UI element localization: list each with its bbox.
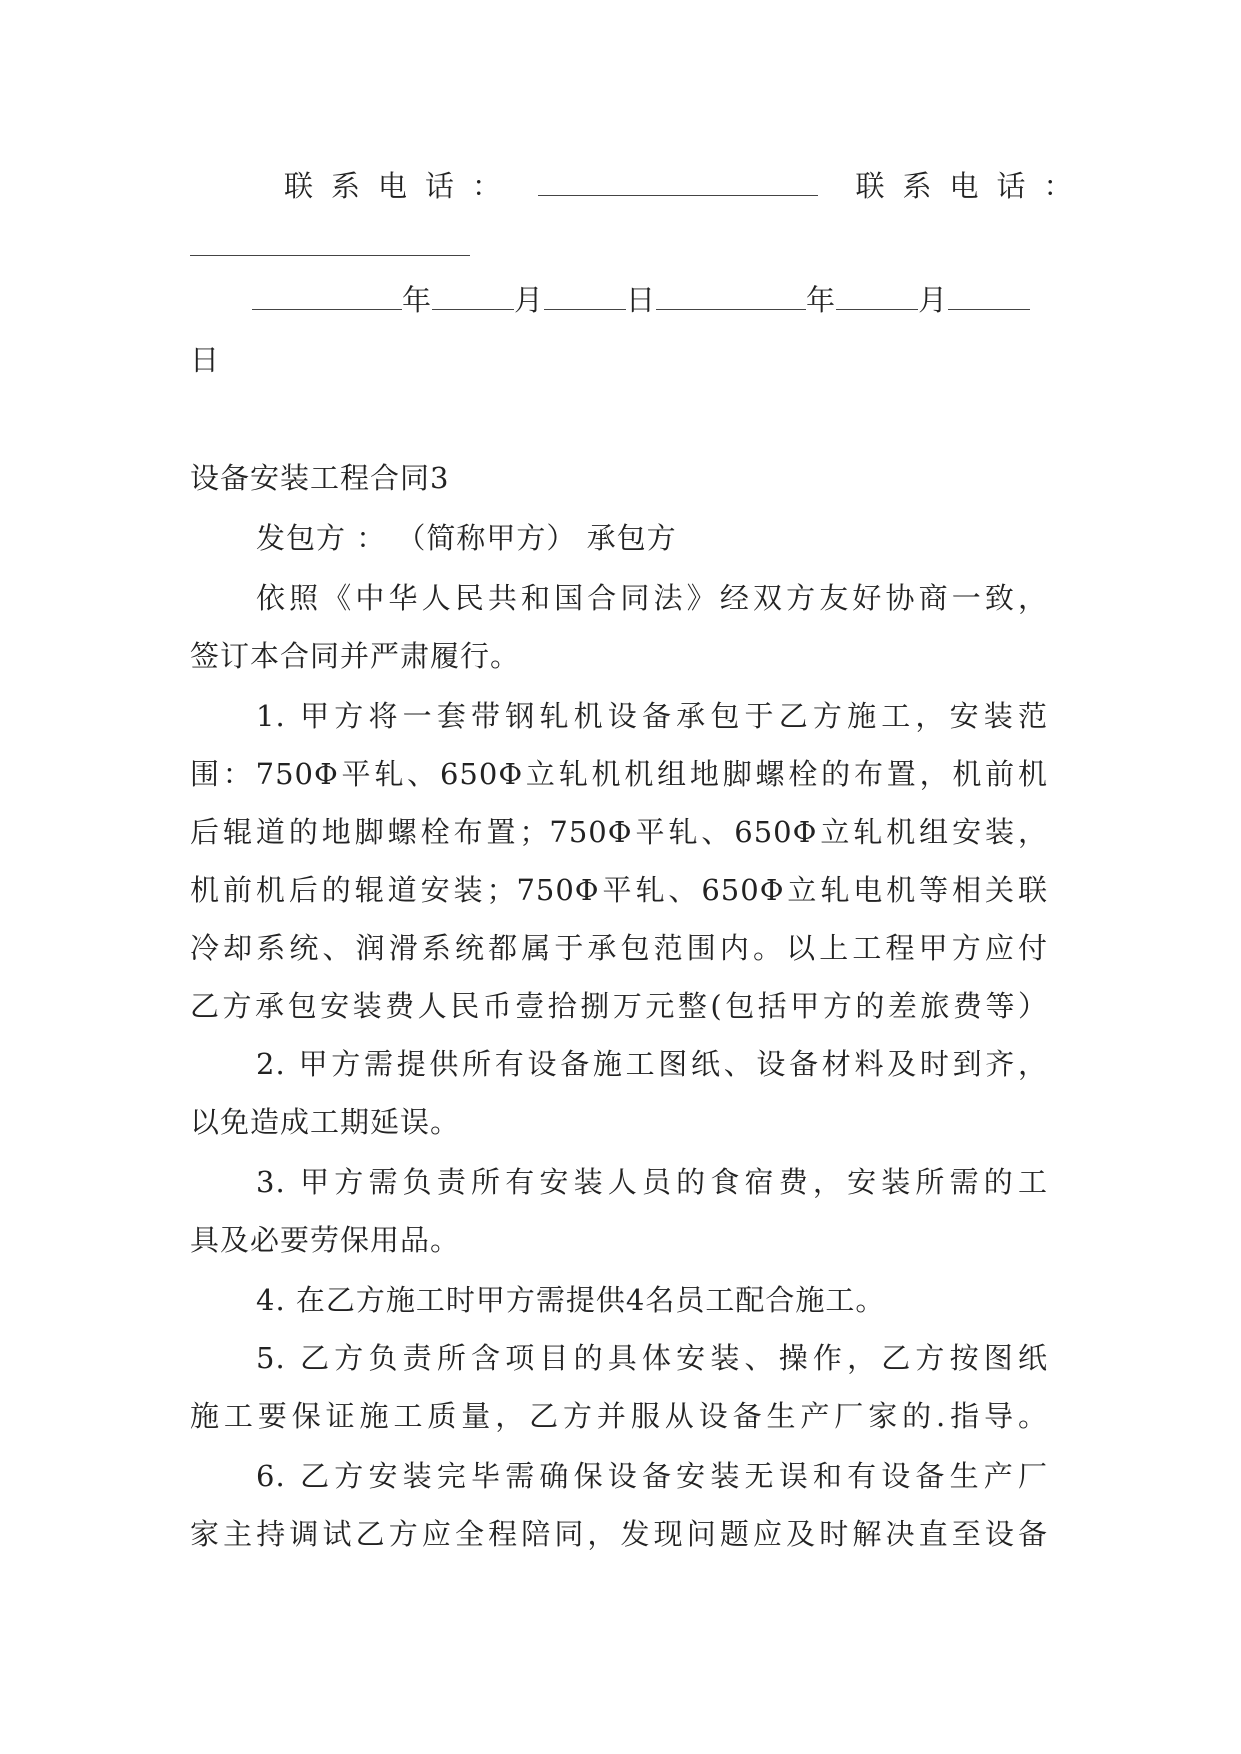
date-year-1: 年 [402,283,433,317]
phone-blank-right [190,229,470,256]
clause-4-line-1: 4. 在乙方施工时甲方需提供4名员工配合施工。 [256,1283,886,1317]
date-day-2: 日 [190,343,221,377]
date-blank-year-1 [252,283,402,310]
clause-2-line-1: 2. 甲方需提供所有设备施工图纸、设备材料及时到齐， [256,1047,1048,1081]
phone-blank-continuation [190,226,470,266]
clause-5-line-1: 5. 乙方负责所含项目的具体安装、操作，乙方按图纸 [256,1341,1048,1375]
date-month-2: 月 [918,283,949,317]
date-row [252,280,1030,320]
clause-1-line-6: 乙方承包安装费人民币壹拾捌万元整(包括甲方的差旅费等） [190,989,1048,1023]
clause-3-line-2: 具及必要劳保用品。 [190,1223,461,1257]
date-blank-month-1 [432,283,514,310]
date-day-1: 日 [626,283,657,317]
clause-5-line-2: 施工要保证施工质量，乙方并服从设备生产厂家的.指导。 [190,1399,1048,1433]
clause-2-line-2: 以免造成工期延误。 [190,1105,461,1139]
clause-1-line-3: 后辊道的地脚螺栓布置；750Φ平轧、650Φ立轧机组安装， [190,815,1048,849]
date-month-1: 月 [514,283,545,317]
phone-blank-left [538,169,818,196]
clause-6-line-2: 家主持调试乙方应全程陪同，发现问题应及时解决直至设备 [190,1517,1048,1551]
date-blank-day-2 [948,283,1030,310]
date-blank-year-2 [656,283,806,310]
phone-row [284,166,1090,206]
clause-1-line-1: 1. 甲方将一套带钢轧机设备承包于乙方施工，安装范 [256,699,1048,733]
intro-line-2: 签订本合同并严肃履行。 [190,639,521,673]
intro-line-1: 依照《中华人民共和国合同法》经双方友好协商一致， [256,581,1048,615]
parties-line: 发包方 ： （简称甲方） 承包方 [256,521,677,555]
contract-title: 设备安装工程合同3 [190,461,450,495]
date-year-2: 年 [806,283,837,317]
clause-1-line-5: 冷却系统、润滑系统都属于承包范围内。以上工程甲方应付 [190,931,1048,965]
date-blank-day-1 [544,283,626,310]
clause-1-line-4: 机前机后的辊道安装；750Φ平轧、650Φ立轧电机等相关联 [190,873,1048,907]
date-blank-month-2 [836,283,918,310]
phone-label-left: 联系电话： [284,169,520,203]
phone-label-right: 联系电话： [855,169,1091,203]
clause-6-line-1: 6. 乙方安装完毕需确保设备安装无误和有设备生产厂 [256,1459,1048,1493]
clause-3-line-1: 3. 甲方需负责所有安装人员的食宿费，安装所需的工 [256,1165,1048,1199]
clause-1-line-2: 围：750Φ平轧、650Φ立轧机机组地脚螺栓的布置，机前机 [190,757,1048,791]
